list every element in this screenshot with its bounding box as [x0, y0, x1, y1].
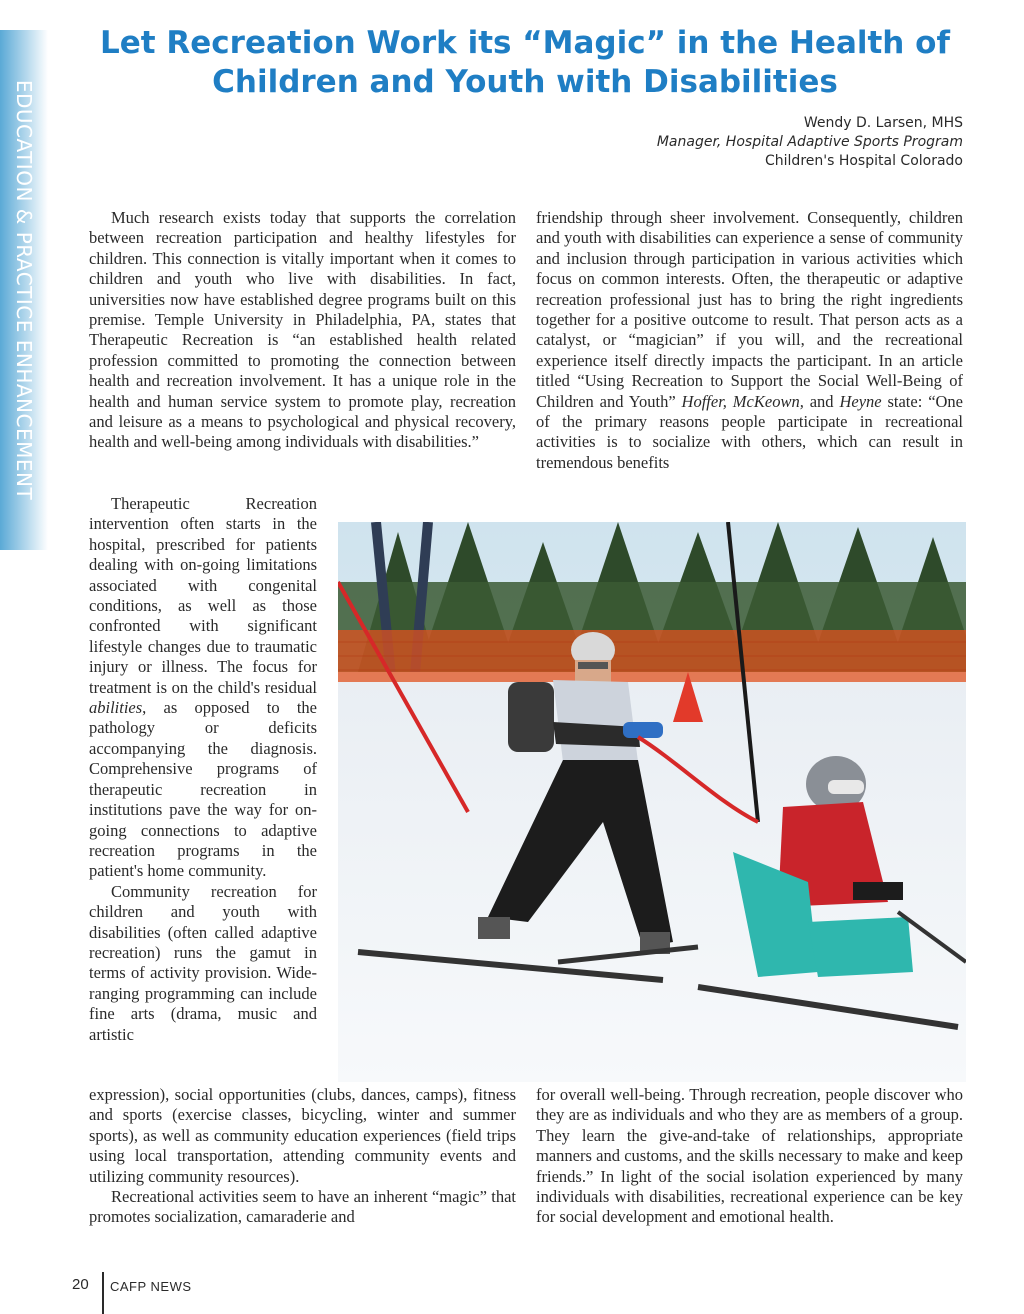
footer-divider — [102, 1272, 104, 1314]
paragraph-friendship-b: and — [803, 391, 840, 411]
paragraph-therapeutic — [89, 494, 317, 882]
author-name: Wendy D. Larsen, MHS — [803, 115, 963, 131]
title-line-1: Let Recreation Work its “Magic” in the Health of — [100, 25, 950, 61]
left-column-bottom — [89, 1085, 516, 1228]
adaptive-ski-photo — [338, 522, 966, 1082]
article-title — [60, 24, 990, 102]
title-line-2: Children and Youth with Disabilities — [212, 64, 838, 100]
author-byline — [657, 114, 963, 171]
right-column-bottom — [536, 1085, 963, 1228]
left-column-top — [89, 208, 516, 453]
magazine-name: CAFP NEWS — [110, 1279, 192, 1294]
paragraph-therapeutic-a: Therapeutic Recreation intervention often starts in the hospital, prescribed for patients dealing with on-going limitations associated with congenital conditions, as well as those confronted with significant lifestyle changes due to traumatic injury or illness. The focus for treatment is on the child's residual — [89, 494, 317, 697]
paragraph-therapeutic-b: , as opposed to the pathology or deficits accompanying the diagnosis. Comprehensive programs of therapeutic recreation in institutions pave the way for on-going connections to adaptive recreation programs in the patient's home community. — [89, 698, 317, 881]
paragraph-friendship-a: friendship through sheer involvement. Consequently, children and youth with disabilities can experience a sense of community and inclusion through participation in various activities which focus on common interests. Often, the therapeutic or adaptive recreation professional just has to bring the right ingredients together for a positive outcome to result. That person acts as a catalyst, or “magician” if you will, and the recreational experience itself directly impacts the participant. In an article titled “Using Recreation to Support the Social Well-Being of Children and Youth” — [536, 208, 963, 411]
section-label-text: EDUCATION & PRACTICE ENHANCEMENT — [12, 79, 36, 501]
ski-scene-illustration — [338, 522, 966, 1082]
section-side-label — [0, 30, 48, 550]
paragraph-friendship-c: state: “One of the primary reasons people participate in recreational activities is to socialize with others, which can result in tremendous benefits — [536, 391, 964, 472]
paragraph-research: Much research exists today that supports the correlation between recreation participation and healthy lifestyles for children. This connection is vitally important when it comes to children and youth who live with disabilities. In fact, universities now have established degree programs built on this premise. Temple University in Philadelphia, PA, states that Therapeutic Recreation is “an established health related profession committed to promoting the connection between health and recreation involvement. It has a unique role in the health and human service system to promote play, recreation and leisure as a means to psychological and physical recovery, health and well-being among individuals with disabilities.” — [89, 208, 516, 452]
abilities-emphasis: abilities — [89, 698, 143, 718]
paragraph-friendship — [536, 208, 963, 473]
author-role: Manager, Hospital Adaptive Sports Program — [656, 134, 963, 150]
authors-emphasis-1: Hoffer, McKeown, — [681, 391, 804, 411]
paragraph-well-being: for overall well-being. Through recreation, people discover who they are as individuals and who they are as members of a group. They learn the give-and-take of relationships, appropriate manners and customs, and the skills necessary to make and keep friends.” In light of the social isolation experienced by many individuals with disabilities, recreational experience can be key for social development and emotional health. — [536, 1085, 963, 1227]
paragraph-community-start: Community recreation for children and youth with disabilities (often called adaptive recreation) runs the gamut in terms of activity provision. Wide-ranging programming can include fine arts (drama, music and artistic — [89, 881, 317, 1044]
author-organization: Children's Hospital Colorado — [765, 153, 963, 169]
right-column-top — [536, 208, 963, 473]
page-number: 20 — [72, 1276, 89, 1293]
paragraph-community-end: expression), social opportunities (clubs, dances, camps), fitness and sports (exercise classes, bicycling, winter and summer sports), as well as community education experiences (field trips using local transportation, attending community events and utilizing community resources). — [89, 1085, 516, 1186]
left-column-narrow — [89, 494, 317, 1045]
paragraph-magic: Recreational activities seem to have an inherent “magic” that promotes socialization, camaraderie and — [89, 1187, 516, 1227]
authors-emphasis-2: Heyne — [839, 391, 882, 411]
